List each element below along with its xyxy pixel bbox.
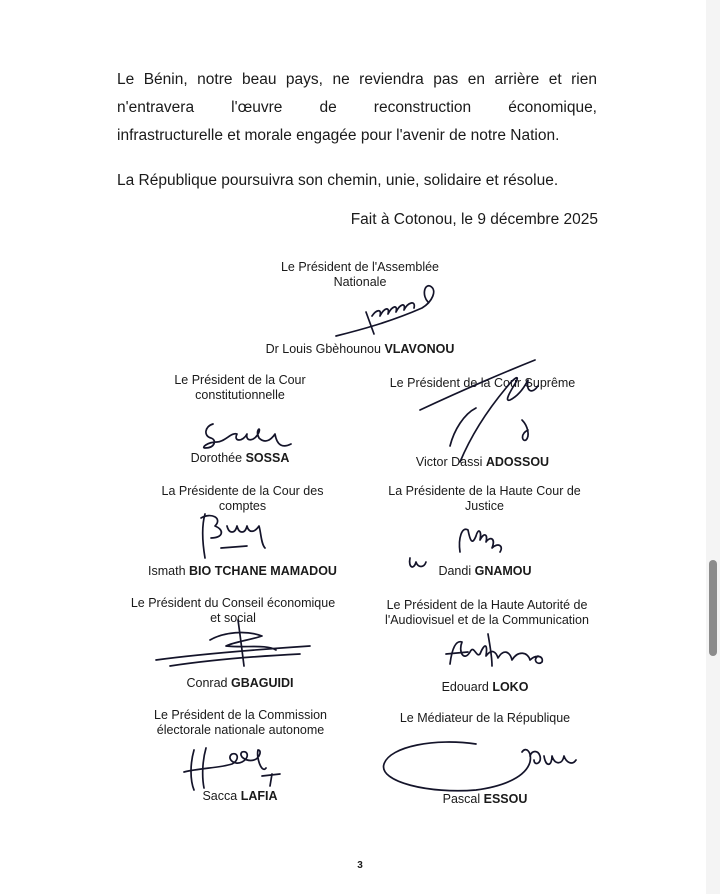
title-conseil-economique-line-2: et social	[210, 611, 256, 625]
name-loko-last: LOKO	[492, 680, 529, 694]
signature-adossou	[410, 350, 560, 470]
signature-essou	[376, 730, 586, 800]
name-bio-tchane	[130, 564, 355, 578]
name-lafia-first: Sacca	[202, 789, 238, 803]
signature-sossa	[195, 418, 295, 454]
title-cour-supreme-line-1: Le Président de la Cour Suprême	[389, 376, 576, 390]
title-cour-des-comptes-line-1: La Présidente de la Cour des	[161, 484, 324, 498]
signature-loko	[440, 626, 570, 676]
name-essou-first: Pascal	[442, 792, 481, 806]
name-gbaguidi	[150, 676, 330, 690]
closing-paragraph-line-2: n'entravera l'œuvre de reconstruction économique,	[117, 99, 597, 116]
name-lafia	[150, 789, 330, 803]
name-adossou-first: Victor Dassi	[415, 455, 483, 469]
name-sossa	[150, 451, 330, 465]
name-gnamou-last: GNAMOU	[474, 564, 532, 578]
title-cour-constitutionnelle	[150, 373, 330, 403]
title-cena	[133, 708, 348, 738]
title-assemblee-line-1: Le Président de l'Assemblée	[280, 260, 440, 274]
title-cour-des-comptes-line-2: comptes	[218, 499, 267, 513]
name-gbaguidi-first: Conrad	[186, 676, 228, 690]
title-cour-constitutionnelle-line-2: constitutionnelle	[195, 388, 285, 402]
closing-paragraph-line-3: infrastructurelle et morale engagée pour l'avenir de notre Nation.	[117, 127, 560, 144]
closing-paragraph	[117, 66, 597, 150]
name-adossou	[375, 455, 590, 469]
name-gnamou-first: Dandi	[438, 564, 472, 578]
signature-bio-tchane	[195, 508, 275, 566]
name-bio-tchane-first: Ismath	[148, 564, 186, 578]
name-vlavonou-last: VLAVONOU	[384, 342, 455, 356]
name-bio-tchane-last: BIO TCHANE MAMADOU	[189, 564, 337, 578]
title-cena-line-1: Le Président de la Commission	[154, 708, 327, 722]
title-cour-constitutionnelle-line-1: Le Président de la Cour	[174, 373, 306, 387]
name-essou-last: ESSOU	[483, 792, 528, 806]
name-lafia-last: LAFIA	[240, 789, 278, 803]
name-vlavonou-first: Dr Louis Gbèhounou	[265, 342, 381, 356]
title-assemblee-line-2: Nationale	[333, 275, 387, 289]
name-adossou-last: ADOSSOU	[485, 455, 550, 469]
place-and-date: Fait à Cotonou, le 9 décembre 2025	[350, 211, 598, 228]
signature-lafia	[180, 738, 290, 796]
title-haac-line-2: l'Audiovisuel et de la Communication	[385, 613, 589, 627]
name-sossa-last: SOSSA	[245, 451, 290, 465]
republic-paragraph: La République poursuivra son chemin, unie, solidaire et résolue.	[117, 172, 559, 189]
title-mediateur	[380, 711, 590, 726]
name-essou	[400, 792, 570, 806]
title-conseil-economique-line-1: Le Président du Conseil économique	[130, 596, 336, 610]
title-haute-cour-line-2: Justice	[465, 499, 504, 513]
scrollbar-thumb[interactable]	[709, 560, 717, 656]
signature-vlavonou	[330, 280, 460, 342]
title-cena-line-2: électorale nationale autonome	[156, 723, 325, 737]
name-gnamou	[400, 564, 570, 578]
vertical-scrollbar[interactable]	[706, 0, 720, 894]
name-sossa-first: Dorothée	[190, 451, 243, 465]
title-haute-cour-line-1: La Présidente de la Haute Cour de	[388, 484, 581, 498]
page-number: 3	[357, 860, 363, 871]
signature-gnamou	[400, 516, 540, 568]
title-haac	[362, 598, 612, 628]
name-loko	[400, 680, 570, 694]
title-haute-cour	[372, 484, 597, 514]
name-gbaguidi-last: GBAGUIDI	[230, 676, 294, 690]
signature-gbaguidi	[150, 610, 320, 676]
name-loko-first: Edouard	[441, 680, 489, 694]
title-haac-line-1: Le Président de la Haute Autorité de	[386, 598, 588, 612]
title-mediateur-line-1: Le Médiateur de la République	[399, 711, 571, 725]
closing-paragraph-line-1: Le Bénin, notre beau pays, ne reviendra pas en arrière et rien	[117, 71, 597, 88]
